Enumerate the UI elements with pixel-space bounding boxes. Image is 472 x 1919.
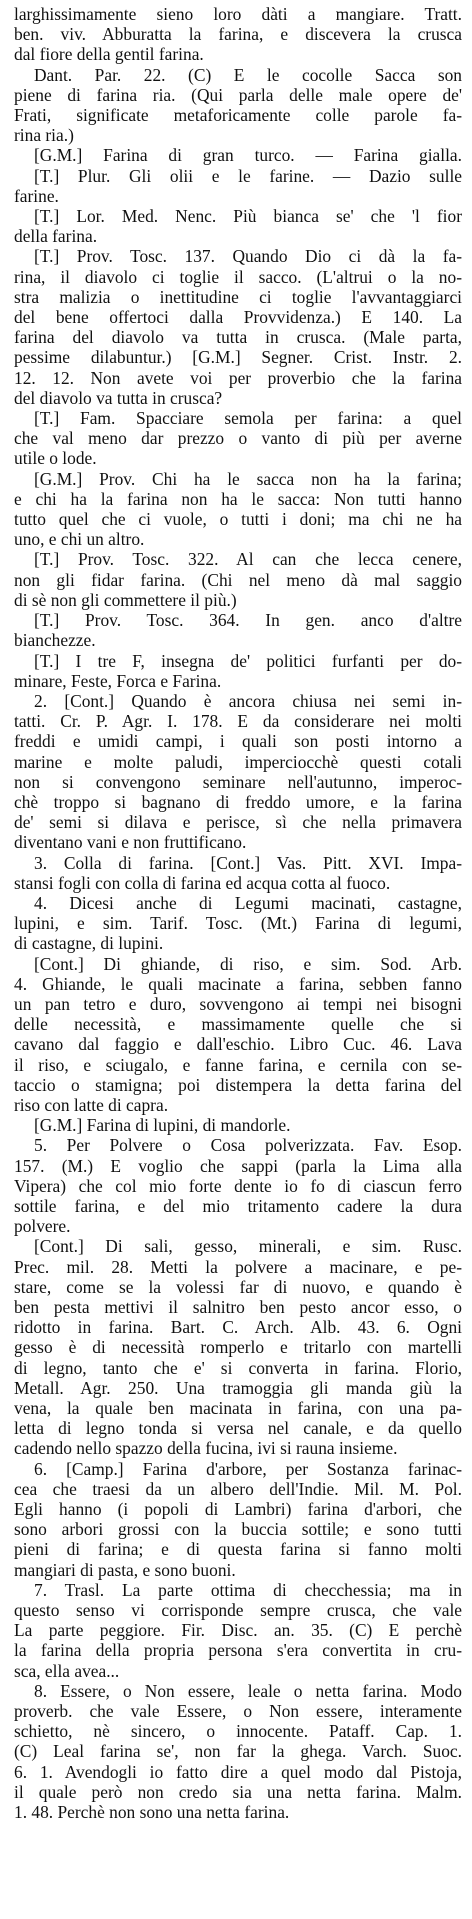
- text-line: vena, la quale ben macinata in farina, con una pa-: [14, 1398, 462, 1419]
- text-line: diventano vani e non fruttificano.: [14, 832, 247, 853]
- text-line: [T.] Prov. Tosc. 137. Quando Dio ci dà la fa-: [34, 246, 462, 267]
- text-line: uno, e chi un altro.: [14, 529, 145, 550]
- text-line: stansi fogli con colla di farina ed acqua cotta al fuoco.: [14, 872, 391, 893]
- text-line: 1. 48. Perchè non sono una netta farina.: [14, 1802, 290, 1823]
- text-line: di castagne, di lupini.: [14, 933, 164, 954]
- text-line: [T.] Fam. Spacciare semola per farina: a quel: [34, 408, 462, 429]
- text-line: Vipera) che col mio forte dente io fo di ciascun ferro: [14, 1175, 462, 1196]
- text-line: il riso, e sciugalo, e fanne farina, e cernila con se-: [14, 1054, 462, 1075]
- text-line: 7. Trasl. La parte ottima di checchessia; ma in: [34, 1579, 462, 1600]
- text-line: rina, il diavolo ci toglie il sacco. (L'altrui o la no-: [14, 266, 462, 287]
- text-line: cavano dal faggio e dall'eschio. Libro Cuc. 46. Lava: [14, 1034, 462, 1055]
- text-line: stare, come se la volessi far di nuovo, e quando è: [14, 1276, 462, 1297]
- text-line: 8. Essere, o Non essere, leale o netta farina. Modo: [34, 1680, 462, 1701]
- text-line: La parte peggiore. Fir. Disc. an. 35. (C) E perchè: [14, 1620, 462, 1641]
- text-line: letta di legno tonda si versa nel canale, e da quello: [14, 1418, 462, 1439]
- text-line: [G.M.] Prov. Chi ha le sacca non ha la farina;: [34, 468, 462, 489]
- text-line: che val meno dar prezzo o vanto di più per averne: [14, 428, 462, 449]
- text-line: la farina della propria persona s'era convertita in cru-: [14, 1640, 462, 1661]
- text-line: Frati, significate metaforicamente colle parole fa-: [14, 105, 462, 126]
- text-line: 4. Ghiande, le quali macinate a farina, sebben fanno: [14, 973, 462, 994]
- text-line: proverb. che vale Essere, o Non essere, interamente: [14, 1701, 462, 1722]
- text-line: [T.] I tre F, insegna de' politici furfanti per do-: [34, 650, 462, 671]
- text-line: farina del diavolo va tutta in crusca. (Male parta,: [14, 327, 462, 348]
- text-line: e chi ha la farina non ha le sacca: Non tutti hanno: [14, 488, 462, 509]
- text-line: del bene offertoci dalla Provvidenza.) E 140. La: [14, 307, 462, 328]
- text-line: [Cont.] Di sali, gesso, minerali, e sim. Rusc.: [34, 1236, 462, 1257]
- text-line: 6. 1. Avendogli io fatto dire a quel modo dal Pistoja,: [14, 1761, 462, 1782]
- text-line: chè troppo si bagnano di freddo umore, e la farina: [14, 791, 462, 812]
- text-line: 5. Per Polvere o Cosa polverizzata. Fav. Esop.: [34, 1135, 462, 1156]
- text-line: marine e molte paludi, imperciocchè questi cotali: [14, 751, 462, 772]
- text-line: minare, Feste, Forca e Farina.: [14, 670, 222, 691]
- text-line: Egli hanno (i popoli di Lambri) farina d'arbori, che: [14, 1499, 462, 1520]
- text-line: piene di farina ria. (Qui parla delle male opere de': [14, 84, 462, 105]
- text-line: (C) Leal farina se', non far la ghega. Varch. Suoc.: [14, 1741, 462, 1762]
- text-line: pieni di farina; e di questa farina si fanno molti: [14, 1539, 462, 1560]
- text-line: non si convengono seminare nell'autunno, imperoc-: [14, 771, 462, 792]
- text-line: cadendo nello spazzo della fucina, ivi si rauna insieme.: [14, 1438, 398, 1459]
- text-line: 3. Colla di farina. [Cont.] Vas. Pitt. XVI. Impa-: [34, 852, 462, 873]
- text-line: bianchezze.: [14, 630, 96, 651]
- text-line: freddi e umidi campi, i quali son posti intorno a: [14, 731, 462, 752]
- text-line: cea che traesi da un albero dell'Indie. Mil. M. Pol.: [14, 1478, 462, 1499]
- text-line: sono arbori grossi con la buccia sottile; e sono tutti: [14, 1519, 462, 1540]
- text-line: ben pesta mettivi il salnitro ben pesto ancor esso, o: [14, 1297, 462, 1317]
- text-line: larghissimamente sieno loro dàti a mangiare. Tratt.: [14, 4, 462, 24]
- text-line: stra malizia o inettitudine ci toglie l'avvantaggiarci: [14, 286, 462, 307]
- text-line: [T.] Plur. Gli olii e le farine. — Dazio sulle: [34, 165, 462, 186]
- text-line: [T.] Prov. Tosc. 364. In gen. anco d'altre: [34, 610, 462, 631]
- text-line: il quale però non credo sia una netta farina. Malm.: [14, 1781, 462, 1802]
- text-line: polvere.: [14, 1216, 71, 1237]
- text-line: gesso è di necessità romperlo e tritarlo con martelli: [14, 1337, 462, 1358]
- text-line: taccio o stamigna; poi distempera la detta farina del: [14, 1074, 462, 1095]
- text-line: de' semi si dilava e perisce, sì che nella primavera: [14, 812, 462, 833]
- text-line: 4. Dicesi anche di Legumi macinati, castagne,: [34, 892, 462, 913]
- text-line: Metall. Agr. 250. Una tramoggia gli manda giù la: [14, 1377, 462, 1398]
- text-line: della farina.: [14, 226, 98, 247]
- text-line: tutto quel che ci vuole, o tutti i doni; ma chi ne ha: [14, 509, 462, 530]
- text-line: delle necessità, e massimamente quelle che si: [14, 1014, 462, 1035]
- text-line: ben. viv. Abburatta la farina, e discevera la crusca: [14, 24, 462, 45]
- text-line: tatti. Cr. P. Agr. I. 178. E da considerare nei molti: [14, 711, 462, 732]
- text-line: 12. 12. Non avete voi per proverbio che la farina: [14, 367, 462, 388]
- text-line: non gli fidar farina. (Chi nel meno dà mal saggio: [14, 569, 462, 590]
- text-line: un pan tetro e duro, sovvengono ai tempi nei bisogni: [14, 993, 462, 1014]
- text-line: [T.] Prov. Tosc. 322. Al can che lecca cenere,: [34, 549, 462, 570]
- text-line: schietto, nè sincero, o innocente. Pataff. Cap. 1.: [14, 1721, 462, 1742]
- text-line: [G.M.] Farina di gran turco. — Farina gialla.: [34, 145, 462, 166]
- text-line: di sè non gli commettere il più.): [14, 589, 237, 610]
- text-line: lupini, e sim. Tarif. Tosc. (Mt.) Farina di legumi,: [14, 913, 462, 934]
- text-line: farine.: [14, 185, 59, 206]
- text-line: riso con latte di capra.: [14, 1094, 169, 1115]
- text-line: [T.] Lor. Med. Nenc. Più bianca se' che 'l fior: [34, 206, 462, 227]
- text-line: del diavolo va tutta in crusca?: [14, 387, 223, 408]
- text-line: Prec. mil. 28. Metti la polvere a macinare, e pe-: [14, 1256, 462, 1277]
- text-line: sottile farina, e del mio tritamento cadere la dura: [14, 1195, 462, 1216]
- text-column: [14, 4, 462, 1822]
- text-line: 2. [Cont.] Quando è ancora chiusa nei semi in-: [34, 690, 462, 711]
- text-line: sca, ella avea...: [14, 1660, 120, 1681]
- text-line: pessime dilabuntur.) [G.M.] Segner. Crist. Instr. 2.: [14, 347, 462, 368]
- text-line: 6. [Camp.] Farina d'arbore, per Sostanza farinac-: [34, 1458, 462, 1479]
- text-line: dal fiore della gentil farina.: [14, 44, 204, 65]
- text-line: ridotto in farina. Bart. C. Arch. Alb. 43. 6. Ogni: [14, 1317, 462, 1338]
- text-line: di legno, tanto che e' si converta in farina. Florio,: [14, 1357, 462, 1378]
- text-line: Dant. Par. 22. (C) E le cocolle Sacca son: [34, 64, 462, 85]
- text-line: 157. (M.) E voglio che sappi (parla la Lima alla: [14, 1155, 462, 1176]
- text-line: questo senso vi corrisponde sempre crusca, che vale: [14, 1600, 462, 1621]
- text-line: [G.M.] Farina di lupini, di mandorle.: [34, 1115, 291, 1136]
- text-line: mangiari di pasta, e sono buoni.: [14, 1559, 236, 1580]
- text-line: utile o lode.: [14, 448, 97, 469]
- text-line: [Cont.] Di ghiande, di riso, e sim. Sod. Arb.: [34, 953, 462, 974]
- text-line: rina ria.): [14, 125, 74, 146]
